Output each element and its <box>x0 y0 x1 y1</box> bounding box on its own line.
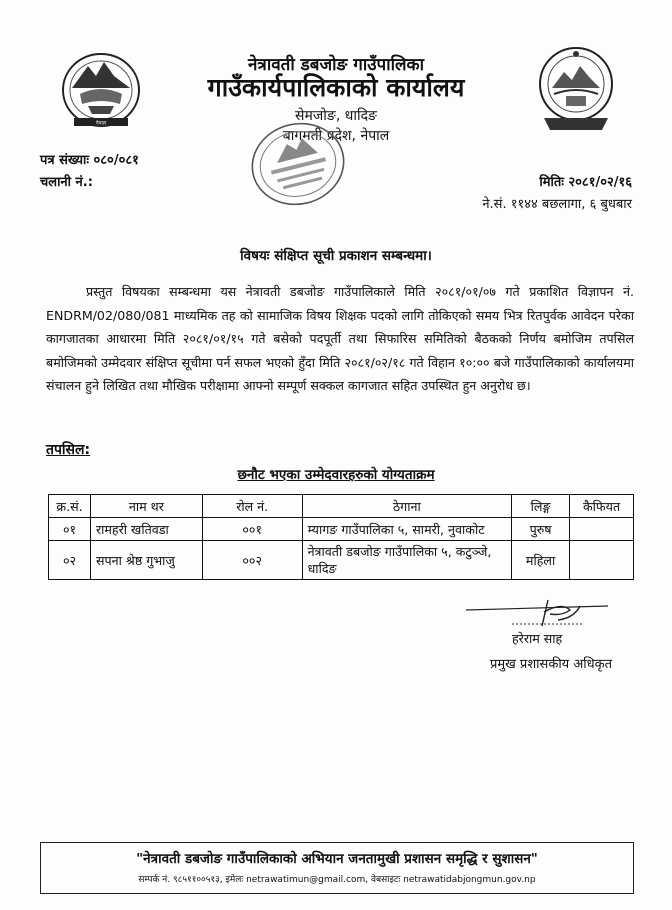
signer-name: हरेराम साह <box>512 631 563 646</box>
cell-serial: ०१ <box>49 518 91 541</box>
footer-slogan: "नेत्रावती डबजोङ गाउँपालिकाको अभियान जनतामुखी प्रशासन समृद्धि र सुशासन" <box>136 851 538 867</box>
header-name: नाम थर <box>90 495 202 518</box>
cell-gender: पुरुष <box>512 518 570 541</box>
signer-title: प्रमुख प्रशासकीय अधिकृत <box>490 657 613 672</box>
cell-name: सपना श्रेष्ठ गुभाजु <box>90 541 202 580</box>
footer-contact: सम्पर्क नं. ९८५११००५१३, इमेलः netrawatimun@gmail.com, वेबसाइटः netrawatidabjongmun.gov.np <box>138 875 536 885</box>
cell-address: नेत्रावती डबजोङ गाउँपालिका ५, कटुञ्जे, धादिङ <box>302 541 512 580</box>
header-roll: रोल नं. <box>202 495 302 518</box>
office-title: गाउँकार्यपालिकाको कार्यालय <box>207 73 465 102</box>
office-address: सेमजोङ, धादिङ <box>295 108 377 124</box>
candidate-table <box>48 494 634 580</box>
header-gender: लिङ्ग <box>512 495 570 518</box>
nepal-sambat-date: ने.सं. ११४४ बछलागा, ६ बुधबार <box>482 197 632 212</box>
signature-icon <box>462 596 612 634</box>
table-row <box>49 541 634 580</box>
table-row <box>49 518 634 541</box>
cell-serial: ०२ <box>49 541 91 580</box>
letter-date: मितिः २०८१/०२/१६ <box>539 175 632 190</box>
office-stamp-icon <box>248 118 348 210</box>
province-address: बागमती प्रदेश, नेपाल <box>282 128 390 144</box>
header-serial: क्र.सं. <box>49 495 91 518</box>
svg-text:नेपाल: नेपाल <box>95 120 107 127</box>
cell-address: म्यागङ गाउँपालिका ५, सामरी, नुवाकोट <box>302 518 512 541</box>
footer-box <box>40 842 634 894</box>
letter-body: प्रस्तुत विषयका सम्बन्धमा यस नेत्रावती डबजोङ गाउँपालिकाले मिति २०८१/०१/०७ गते प्रकाशित विज्ञापन नं. ENDRM/02/080/081 माध्यमिक तह को सामाजिक विषय शिक्षक पदको लागि तोकिएको समय भित्र रितपुर्वक आवेदन परेका कागजातका आधारमा मिति २०८१/०१/१५ गते बसेको पदपूर्ती तथा सिफारिस समितिको बैठकको निर्णय बमोजिम तपसिल बमोजिमको उम्मेदवार संक्षिप्त सूचीमा पर्न सफल भएको हुँदा मिति २०८१/०२/१८ गते विहान १०:०० बजे गाउँपालिकाको कार्यालयमा संचालन हुने लिखित तथा मौखिक परीक्षामा आफ्नो सम्पूर्ण सक्कल कागजात सहित उपस्थित हुन अनुरोध छ। <box>46 284 634 393</box>
table-header-row <box>49 495 634 518</box>
letter-number: पत्र संख्याः ०८०/०८१ <box>40 153 139 168</box>
table-title: छनौट भएका उम्मेदवारहरुको योग्यताक्रम <box>237 467 435 483</box>
cell-roll: ००२ <box>202 541 302 580</box>
cell-remarks <box>570 518 634 541</box>
cell-name: रामहरी खतिवडा <box>90 518 202 541</box>
header-remarks: कैफियत <box>570 495 634 518</box>
cell-roll: ००१ <box>202 518 302 541</box>
municipality-name: नेत्रावती डबजोङ गाउँपालिका <box>248 55 424 75</box>
cell-remarks <box>570 541 634 580</box>
letter-subject: विषयः संक्षिप्त सूची प्रकाशन सम्बन्धमा। <box>240 248 432 264</box>
tapasil-heading: तपसिल: <box>46 442 91 458</box>
dispatch-number: चलानी नं.: <box>40 175 93 190</box>
header-address: ठेगाना <box>302 495 512 518</box>
cell-gender: महिला <box>512 541 570 580</box>
